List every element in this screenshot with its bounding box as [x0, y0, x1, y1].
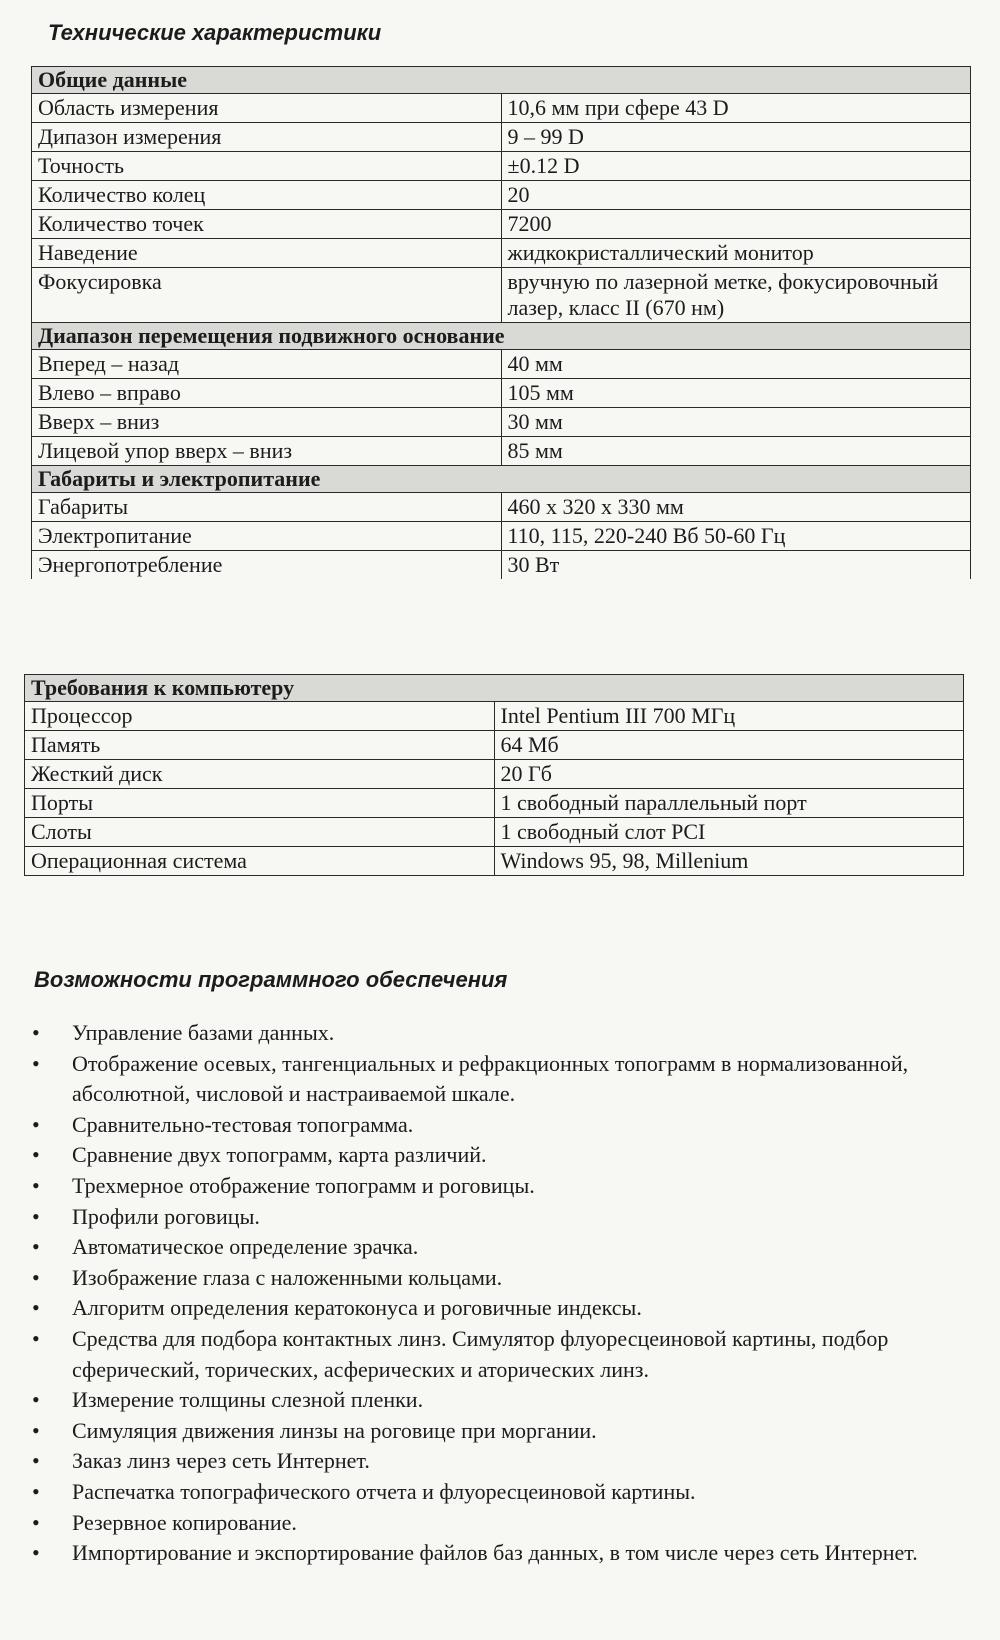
list-item	[30, 1293, 980, 1324]
list-item	[30, 1140, 980, 1171]
list-item	[30, 1202, 980, 1233]
section-header: Требования к компьютеру	[25, 675, 964, 702]
spec-label: Операционная система	[25, 847, 495, 876]
list-item	[30, 1416, 980, 1447]
table-row	[32, 493, 971, 522]
spec-value: 85 мм	[501, 437, 971, 466]
spec-label: Память	[25, 731, 495, 760]
table-row	[25, 760, 964, 789]
spec-label: Вверх – вниз	[32, 408, 502, 437]
list-item-text: Автоматическое определение зрачка.	[72, 1234, 419, 1260]
section-header-row	[32, 466, 971, 493]
list-item	[30, 1477, 980, 1508]
spec-label: Количество точек	[32, 210, 502, 239]
bullet-icon: •	[32, 1509, 40, 1535]
list-item-text: Симуляция движения линзы на роговице при моргании.	[72, 1417, 597, 1443]
spec-label: Слоты	[25, 818, 495, 847]
bullet-icon: •	[32, 1448, 40, 1474]
bullet-icon: •	[32, 1264, 40, 1290]
spec-value: 7200	[501, 210, 971, 239]
bullet-icon: •	[32, 1020, 40, 1045]
feature-list	[30, 1018, 980, 1569]
spec-value: 20 Гб	[494, 760, 964, 789]
spec-value: 30 мм	[501, 408, 971, 437]
spec-value: 64 Мб	[494, 731, 964, 760]
bullet-icon: •	[32, 1478, 40, 1504]
spec-value: 40 мм	[501, 350, 971, 379]
section-header-row	[25, 675, 964, 702]
spec-value: 20	[501, 181, 971, 210]
spec-label: Дипазон измерения	[32, 123, 502, 152]
list-item-text: Профили роговицы.	[72, 1203, 260, 1229]
list-item-text: Сравнительно-тестовая топограмма.	[72, 1111, 414, 1137]
spec-value: 105 мм	[501, 379, 971, 408]
table-row	[32, 522, 971, 551]
table-row	[32, 379, 971, 408]
table-row	[32, 123, 971, 152]
list-item	[30, 1171, 980, 1202]
section-header-row	[32, 67, 971, 94]
list-item	[30, 1263, 980, 1294]
spec-label: Электропитание	[32, 522, 502, 551]
spec-value: 1 свободный слот PCI	[494, 818, 964, 847]
bullet-icon: •	[32, 1234, 40, 1260]
section-header: Габариты и электропитание	[32, 466, 971, 493]
spec-value: Windows 95, 98, Millenium	[494, 847, 964, 876]
spec-value: Intel Pentium III 700 МГц	[494, 702, 964, 731]
spec-value: вручную по лазерной метке, фокусировочный лазер, класс II (670 нм)	[501, 268, 971, 323]
list-item-text: Измерение толщины слезной пленки.	[72, 1387, 424, 1413]
list-item-text: Сравнение двух топограмм, карта различий.	[72, 1142, 487, 1168]
spec-label: Вперед – назад	[32, 350, 502, 379]
spec-value: жидкокристаллический монитор	[501, 239, 971, 268]
list-item-text: Изображение глаза с наложенными кольцами.	[72, 1264, 503, 1290]
table-row	[25, 702, 964, 731]
list-item	[30, 1110, 980, 1141]
table-row	[25, 847, 964, 876]
bullet-icon: •	[32, 1142, 40, 1168]
table-row	[32, 551, 971, 580]
spec-label: Количество колец	[32, 181, 502, 210]
list-item-text: Средства для подбора контактных линз. Симулятор флуоресцеиновой картины, подбор сферический, торических, асферических и аторических линз.	[72, 1325, 889, 1382]
list-item-text: Заказ линз через сеть Интернет.	[72, 1448, 370, 1474]
table-row	[25, 789, 964, 818]
list-item-text: Управление базами данных.	[72, 1020, 335, 1045]
spec-label: Энергопотребление	[32, 551, 502, 580]
section-header: Диапазон перемещения подвижного основание	[32, 323, 971, 350]
spec-label: Лицевой упор вверх – вниз	[32, 437, 502, 466]
bullet-icon: •	[32, 1295, 40, 1321]
bullet-icon: •	[32, 1050, 40, 1076]
spec-value: ±0.12 D	[501, 152, 971, 181]
specs-title: Технические характеристики	[48, 20, 382, 45]
list-item	[30, 1049, 980, 1110]
spec-label: Габариты	[32, 493, 502, 522]
bullet-icon: •	[32, 1111, 40, 1137]
table-row	[32, 437, 971, 466]
bullet-icon: •	[32, 1203, 40, 1229]
spec-label: Порты	[25, 789, 495, 818]
spec-label: Наведение	[32, 239, 502, 268]
table-row	[32, 268, 971, 323]
table-row	[25, 731, 964, 760]
list-item-text: Распечатка топографического отчета и флуоресцеиновой картины.	[72, 1478, 696, 1504]
table-row	[32, 152, 971, 181]
spec-label: Жесткий диск	[25, 760, 495, 789]
bullet-icon: •	[32, 1387, 40, 1413]
spec-value: 110, 115, 220-240 Вб 50-60 Гц	[501, 522, 971, 551]
section-header-row	[32, 323, 971, 350]
bullet-icon: •	[32, 1417, 40, 1443]
table-row	[32, 408, 971, 437]
list-item	[30, 1508, 980, 1539]
list-item	[30, 1385, 980, 1416]
spec-label: Влево – вправо	[32, 379, 502, 408]
table-row	[32, 239, 971, 268]
section-header: Общие данные	[32, 67, 971, 94]
bullet-icon: •	[32, 1325, 40, 1351]
list-item-text: Резервное копирование.	[72, 1509, 297, 1535]
table-row	[32, 181, 971, 210]
list-item-text: Алгоритм определения кератоконуса и роговичные индексы.	[72, 1295, 642, 1321]
list-item	[30, 1018, 980, 1049]
spec-value: 460 x 320 x 330 мм	[501, 493, 971, 522]
spec-value: 10,6 мм при сфере 43 D	[501, 94, 971, 123]
specs-table	[31, 66, 971, 579]
spec-value: 9 – 99 D	[501, 123, 971, 152]
list-item-text: Импортирование и экспортирование файлов баз данных, в том числе через сеть Интернет.	[72, 1540, 918, 1566]
spec-label: Процессор	[25, 702, 495, 731]
computer-requirements-table	[24, 674, 964, 876]
spec-label: Точность	[32, 152, 502, 181]
spec-label: Фокусировка	[32, 268, 502, 323]
list-item	[30, 1324, 980, 1385]
bullet-icon: •	[32, 1540, 40, 1566]
software-title: Возможности программного обеспечения	[34, 967, 508, 992]
list-item	[30, 1446, 980, 1477]
table-row	[32, 94, 971, 123]
spec-label: Область измерения	[32, 94, 502, 123]
list-item	[30, 1538, 980, 1569]
list-item	[30, 1232, 980, 1263]
list-item-text: Отображение осевых, тангенциальных и рефракционных топограмм в нормализованной, абсолютной, числовой и настраиваемой шкале.	[72, 1050, 909, 1107]
table-row	[32, 210, 971, 239]
table-row	[32, 350, 971, 379]
spec-value: 1 свободный параллельный порт	[494, 789, 964, 818]
bullet-icon: •	[32, 1172, 40, 1198]
table-row	[25, 818, 964, 847]
spec-value: 30 Вт	[501, 551, 971, 580]
list-item-text: Трехмерное отображение топограмм и роговицы.	[72, 1172, 535, 1198]
